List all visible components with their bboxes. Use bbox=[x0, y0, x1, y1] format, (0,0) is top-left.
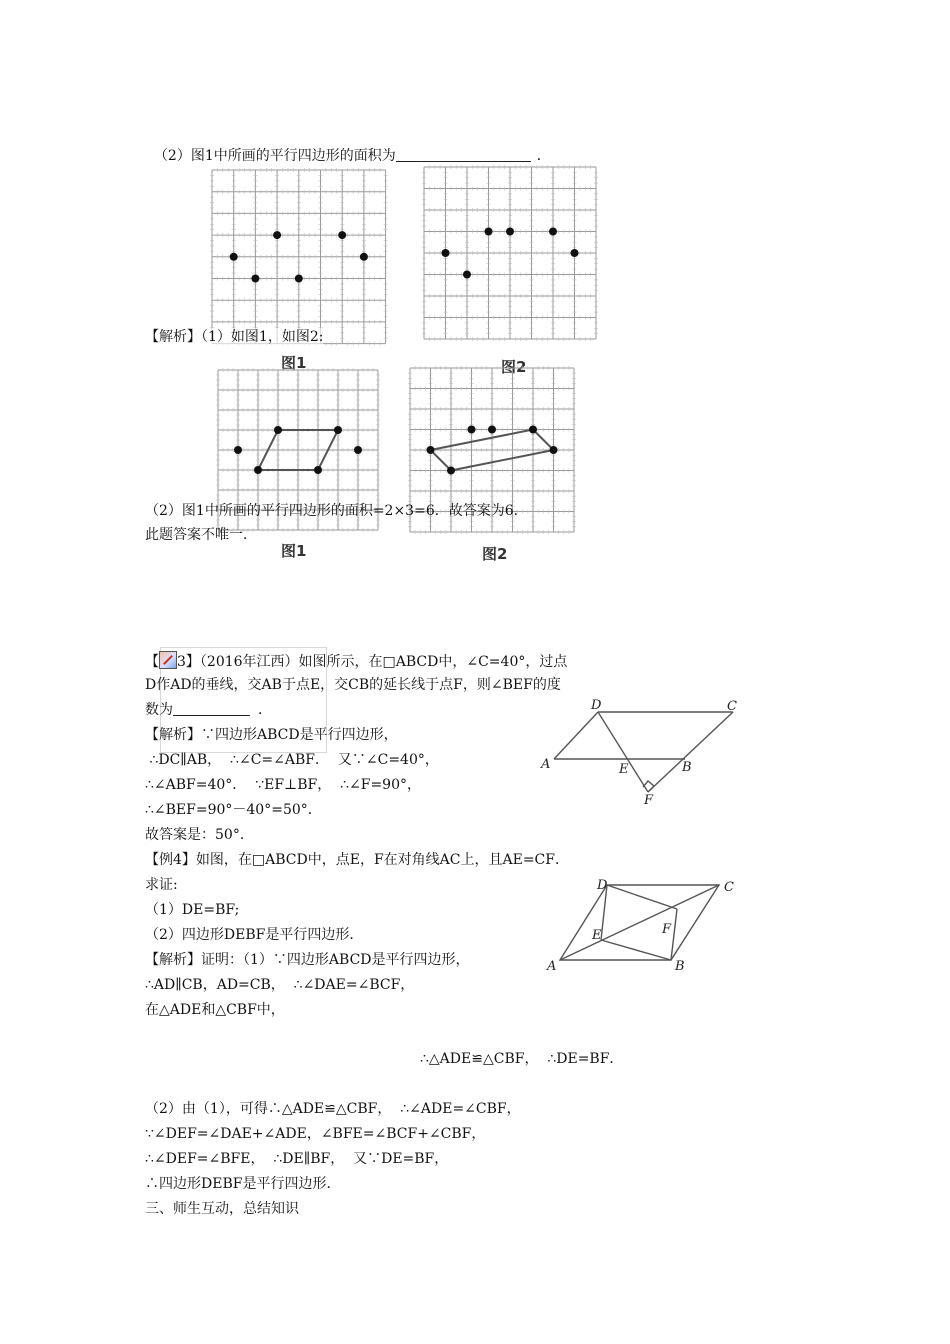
grid-point bbox=[488, 426, 496, 434]
vertex-E-label: E bbox=[619, 762, 629, 777]
example-3-line-3 bbox=[145, 701, 272, 719]
vertex-F-label: F bbox=[644, 793, 654, 808]
question-2-end: ． bbox=[536, 148, 551, 164]
solution-grid-figure-1-caption: 图1 bbox=[281, 542, 307, 560]
vertex-D-label: D bbox=[591, 698, 602, 713]
vertex-C-label: C bbox=[727, 699, 737, 714]
vertex-F-label: F bbox=[662, 922, 672, 937]
grid-point bbox=[571, 249, 579, 257]
grid-point bbox=[251, 275, 259, 283]
grid-point bbox=[230, 253, 238, 261]
example-3-bracket: 【 bbox=[145, 654, 159, 670]
vertex-B-label: B bbox=[682, 760, 692, 775]
example-3-parallelogram-diagram bbox=[535, 700, 755, 810]
example-4-line-12: ∴四边形DEBF是平行四边形． bbox=[145, 1176, 341, 1192]
segment-DF bbox=[607, 885, 677, 909]
grid-figure-2 bbox=[424, 167, 596, 343]
grid-point bbox=[529, 426, 537, 434]
example-4-line-7: 在△ADE和△CBF中， bbox=[145, 1002, 285, 1018]
grid-point bbox=[468, 426, 476, 434]
solution-1-line: 【解析】（1）如图1，如图2: bbox=[145, 329, 324, 345]
grid-point bbox=[273, 231, 281, 239]
vertex-E-label: E bbox=[592, 928, 602, 943]
grid-figure-2-caption: 图2 bbox=[501, 358, 527, 376]
example-4-parallelogram-diagram bbox=[540, 872, 750, 982]
example-4-line-6: ∴AD∥CB，AD=CB， ∴∠DAE=∠BCF， bbox=[145, 977, 415, 993]
example-3-solution-1: 【解析】∵四边形ABCD是平行四边形， bbox=[145, 727, 398, 743]
example-4-line-10: ∵∠DEF=∠DAE+∠ADE，∠BFE=∠BCF+∠CBF， bbox=[145, 1126, 486, 1142]
example-4-line-3: （1）DE=BF; bbox=[145, 902, 240, 918]
grid-point bbox=[354, 446, 362, 454]
example-4-line-4: （2）四边形DEBF是平行四边形． bbox=[145, 927, 364, 943]
section-3-heading: 三、师生互动，总结知识 bbox=[145, 1201, 299, 1217]
grid-point bbox=[485, 228, 493, 236]
grid-point bbox=[334, 426, 342, 434]
example-3-end: ． bbox=[258, 702, 272, 718]
question-2-text: （2）图1中所画的平行四边形的面积为 bbox=[153, 148, 396, 164]
vertex-B-label: B bbox=[675, 959, 685, 974]
solution-3-line: 此题答案不唯一． bbox=[145, 527, 257, 543]
example-image-icon bbox=[159, 651, 177, 669]
example-4-line-9: （2）由（1），可得∴△ADE≌△CBF， ∴∠ADE=∠CBF， bbox=[145, 1101, 521, 1117]
example-3-line-1 bbox=[145, 651, 567, 671]
grid-point bbox=[427, 446, 435, 454]
example-3-solution-3: ∴∠ABF=40°． ∵EF⊥BF， ∴∠F=90°， bbox=[145, 777, 422, 793]
solution-grid-figure-2-caption: 图2 bbox=[482, 545, 508, 563]
example-4-line-11: ∴∠DEF=∠BFE， ∴DE∥BF， 又∵DE=BF， bbox=[145, 1151, 449, 1167]
example-3-solution-4: ∴∠BEF=90°－40°=50°． bbox=[145, 802, 322, 818]
grid-point bbox=[314, 466, 322, 474]
vertex-D-label: D bbox=[597, 878, 608, 893]
example-3-blank bbox=[173, 701, 250, 716]
example-3-answer: 故答案是：50°． bbox=[145, 827, 254, 843]
vertex-A-label: A bbox=[541, 757, 551, 772]
grid-point bbox=[274, 426, 282, 434]
example-3-line-2: D作AD的垂线，交AB于点E，交CB的延长线于点F，则∠BEF的度 bbox=[145, 677, 561, 693]
grid-point bbox=[463, 271, 471, 279]
example-4-line-8: ∴△ADE≌△CBF， ∴DE=BF． bbox=[420, 1051, 624, 1067]
example-3-title: 3】（2016年江西）如图所示，在□ABCD中，∠C=40°，过点 bbox=[177, 654, 568, 670]
grid-point bbox=[442, 249, 450, 257]
segment-EB bbox=[601, 940, 671, 960]
grid-point bbox=[338, 231, 346, 239]
grid-point bbox=[550, 446, 558, 454]
grid-point bbox=[254, 466, 262, 474]
grid-point bbox=[234, 446, 242, 454]
grid-point bbox=[360, 253, 368, 261]
answer-blank bbox=[396, 147, 531, 162]
segment-DF bbox=[598, 712, 648, 792]
edge-AD bbox=[554, 712, 598, 759]
example-4-line-2: 求证: bbox=[145, 877, 178, 893]
grid-figure-1 bbox=[212, 170, 388, 344]
question-2-line bbox=[145, 129, 551, 165]
vertex-A-label: A bbox=[547, 959, 557, 974]
example-4-line-5: 【解析】证明：（1）∵四边形ABCD是平行四边形， bbox=[145, 952, 470, 968]
grid-point bbox=[447, 467, 455, 475]
example-3-question: 数为 bbox=[145, 702, 173, 718]
edge-CF bbox=[648, 712, 733, 792]
grid-point bbox=[549, 228, 557, 236]
vertex-C-label: C bbox=[724, 880, 734, 895]
solution-2-line: （2）图1中所画的平行四边形的面积=2×3=6．故答案为6． bbox=[145, 503, 528, 519]
grid-point bbox=[506, 228, 514, 236]
grid-point bbox=[295, 275, 303, 283]
example-3-solution-2: ∴DC∥AB， ∴∠C=∠ABF． 又∵∠C=40°， bbox=[145, 752, 439, 768]
grid-figure-1-caption: 图1 bbox=[281, 354, 307, 372]
example-4-line-1: 【例4】如图，在□ABCD中，点E，F在对角线AC上，且AE=CF． bbox=[145, 852, 569, 868]
